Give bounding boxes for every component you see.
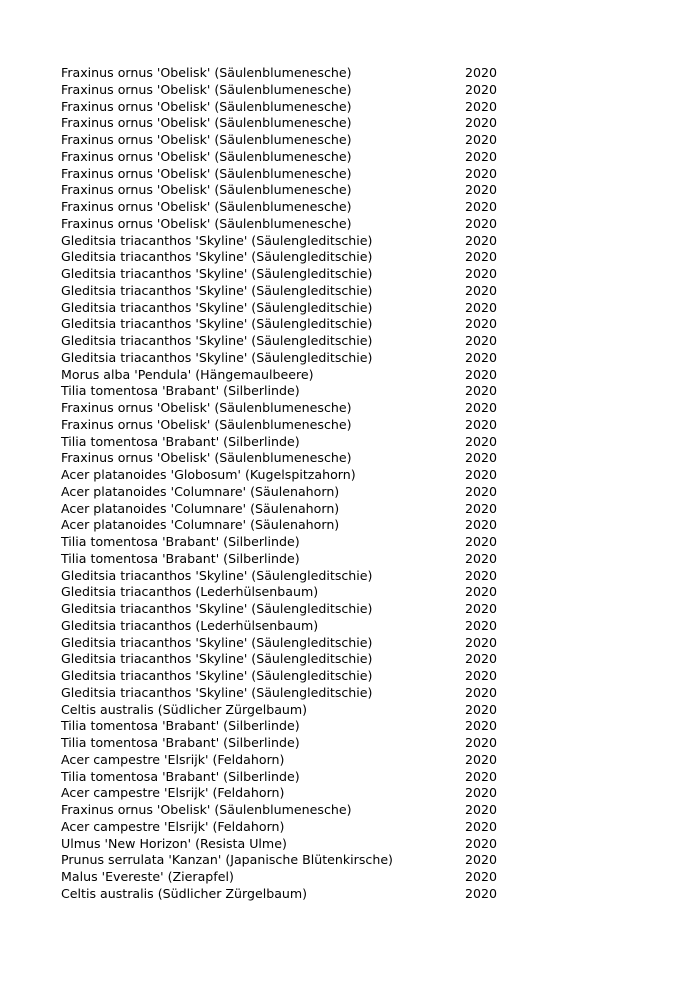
planting-year: 2020 — [465, 98, 498, 114]
planting-year: 2020 — [465, 215, 498, 231]
tree-name: Gleditsia triacanthos 'Skyline' (Säulengleditschie) — [61, 634, 373, 650]
planting-year: 2020 — [465, 182, 498, 198]
planting-year: 2020 — [465, 500, 498, 516]
planting-year: 2020 — [465, 333, 498, 348]
tree-name: Gleditsia triacanthos 'Skyline' (Säulengleditschie) — [61, 567, 373, 583]
list-item — [61, 115, 521, 132]
list-item — [61, 182, 521, 199]
planting-year: 2020 — [465, 735, 498, 750]
tree-name: Gleditsia triacanthos 'Skyline' (Säulengleditschie) — [61, 601, 373, 616]
planting-year: 2020 — [465, 433, 498, 449]
planting-year: 2020 — [465, 818, 498, 834]
planting-year: 2020 — [465, 617, 498, 633]
list-item — [61, 584, 521, 601]
list-item — [61, 300, 521, 317]
planting-year: 2020 — [465, 249, 498, 265]
tree-name: Acer platanoides 'Globosum' (Kugelspitzahorn) — [61, 467, 356, 482]
list-item — [61, 802, 521, 819]
tree-name: Fraxinus ornus 'Obelisk' (Säulenblumenesche) — [61, 400, 352, 415]
planting-year: 2020 — [465, 450, 498, 466]
list-item — [61, 266, 521, 283]
list-item — [61, 685, 521, 702]
planting-year: 2020 — [465, 885, 498, 901]
tree-name: Gleditsia triacanthos (Lederhülsenbaum) — [61, 584, 319, 600]
list-item — [61, 467, 521, 484]
tree-name: Acer campestre 'Elsrijk' (Feldahorn) — [61, 818, 285, 834]
planting-year: 2020 — [465, 634, 498, 650]
planting-year: 2020 — [465, 115, 498, 131]
planting-year: 2020 — [465, 299, 498, 315]
planting-year: 2020 — [465, 550, 498, 566]
tree-name: Acer campestre 'Elsrijk' (Feldahorn) — [61, 751, 285, 767]
tree-name: Gleditsia triacanthos 'Skyline' (Säulengleditschie) — [61, 299, 373, 315]
list-item — [61, 400, 521, 417]
tree-name: Acer campestre 'Elsrijk' (Feldahorn) — [61, 785, 285, 801]
list-item — [61, 450, 521, 467]
tree-name: Ulmus 'New Horizon' (Resista Ulme) — [61, 835, 287, 851]
tree-name: Gleditsia triacanthos 'Skyline' (Säulengleditschie) — [61, 316, 373, 332]
tree-name: Gleditsia triacanthos 'Skyline' (Säulengleditschie) — [61, 232, 373, 248]
list-item — [61, 367, 521, 384]
planting-year: 2020 — [465, 668, 498, 683]
tree-name: Fraxinus ornus 'Obelisk' (Säulenblumenesche) — [61, 98, 352, 114]
planting-year: 2020 — [465, 467, 498, 482]
tree-name: Fraxinus ornus 'Obelisk' (Säulenblumenesche) — [61, 182, 352, 198]
list-item — [61, 383, 521, 400]
planting-year: 2020 — [465, 651, 498, 667]
list-item — [61, 316, 521, 333]
tree-name: Celtis australis (Südlicher Zürgelbaum) — [61, 701, 308, 717]
planting-year: 2020 — [465, 416, 498, 432]
tree-name: Acer platanoides 'Columnare' (Säulenahorn) — [61, 500, 340, 516]
planting-year: 2020 — [465, 199, 498, 214]
planting-year: 2020 — [465, 349, 498, 365]
planting-year: 2020 — [465, 132, 498, 147]
tree-name: Gleditsia triacanthos 'Skyline' (Säulengleditschie) — [61, 282, 373, 298]
planting-year: 2020 — [465, 81, 498, 97]
tree-name: Fraxinus ornus 'Obelisk' (Säulenblumenesche) — [61, 416, 352, 432]
tree-name: Gleditsia triacanthos 'Skyline' (Säulengleditschie) — [61, 668, 373, 683]
list-item — [61, 534, 521, 551]
list-item — [61, 249, 521, 266]
planting-year: 2020 — [465, 584, 498, 600]
list-item — [61, 517, 521, 534]
planting-year: 2020 — [465, 835, 498, 851]
list-item — [61, 836, 521, 853]
planting-year: 2020 — [465, 852, 498, 868]
planting-year: 2020 — [465, 517, 498, 533]
list-item — [61, 651, 521, 668]
planting-year: 2020 — [465, 601, 498, 616]
planting-year: 2020 — [465, 148, 498, 164]
tree-list — [61, 65, 521, 903]
tree-name: Acer platanoides 'Columnare' (Säulenahorn) — [61, 483, 340, 499]
list-item — [61, 752, 521, 769]
planting-year: 2020 — [465, 869, 498, 884]
tree-name: Celtis australis (Südlicher Zürgelbaum) — [61, 885, 308, 901]
planting-year: 2020 — [465, 701, 498, 717]
tree-name: Fraxinus ornus 'Obelisk' (Säulenblumenesche) — [61, 802, 352, 817]
list-item — [61, 819, 521, 836]
planting-year: 2020 — [465, 768, 498, 784]
tree-name: Tilia tomentosa 'Brabant' (Silberlinde) — [61, 768, 300, 784]
tree-name: Fraxinus ornus 'Obelisk' (Säulenblumenesche) — [61, 65, 352, 80]
tree-name: Fraxinus ornus 'Obelisk' (Säulenblumenesche) — [61, 132, 352, 147]
list-item — [61, 333, 521, 350]
planting-year: 2020 — [465, 165, 498, 181]
list-item — [61, 601, 521, 618]
planting-year: 2020 — [465, 383, 498, 399]
list-item — [61, 852, 521, 869]
tree-name: Malus 'Evereste' (Zierapfel) — [61, 869, 234, 884]
list-item — [61, 166, 521, 183]
tree-name: Fraxinus ornus 'Obelisk' (Säulenblumenesche) — [61, 81, 352, 97]
tree-name: Gleditsia triacanthos 'Skyline' (Säulengleditschie) — [61, 266, 373, 281]
list-item — [61, 668, 521, 685]
tree-name: Tilia tomentosa 'Brabant' (Silberlinde) — [61, 550, 300, 566]
planting-year: 2020 — [465, 232, 498, 248]
tree-name: Tilia tomentosa 'Brabant' (Silberlinde) — [61, 718, 300, 734]
tree-name: Gleditsia triacanthos 'Skyline' (Säulengleditschie) — [61, 651, 373, 667]
list-item — [61, 718, 521, 735]
tree-name: Fraxinus ornus 'Obelisk' (Säulenblumenesche) — [61, 199, 352, 214]
list-item — [61, 199, 521, 216]
list-item — [61, 551, 521, 568]
tree-name: Gleditsia triacanthos (Lederhülsenbaum) — [61, 617, 319, 633]
list-item — [61, 785, 521, 802]
list-item — [61, 149, 521, 166]
list-item — [61, 635, 521, 652]
planting-year: 2020 — [465, 483, 498, 499]
tree-name: Tilia tomentosa 'Brabant' (Silberlinde) — [61, 433, 300, 449]
tree-name: Gleditsia triacanthos 'Skyline' (Säulengleditschie) — [61, 333, 373, 348]
list-item — [61, 417, 521, 434]
planting-year: 2020 — [465, 534, 498, 549]
tree-name: Tilia tomentosa 'Brabant' (Silberlinde) — [61, 735, 300, 750]
planting-year: 2020 — [465, 266, 498, 281]
planting-year: 2020 — [465, 684, 498, 700]
list-item — [61, 568, 521, 585]
list-item — [61, 769, 521, 786]
tree-name: Fraxinus ornus 'Obelisk' (Säulenblumenesche) — [61, 115, 352, 131]
planting-year: 2020 — [465, 785, 498, 801]
list-item — [61, 216, 521, 233]
list-item — [61, 484, 521, 501]
tree-name: Prunus serrulata 'Kanzan' (Japanische Blütenkirsche) — [61, 852, 393, 868]
tree-name: Gleditsia triacanthos 'Skyline' (Säulengleditschie) — [61, 684, 373, 700]
tree-name: Fraxinus ornus 'Obelisk' (Säulenblumenesche) — [61, 215, 352, 231]
list-item — [61, 501, 521, 518]
tree-name: Tilia tomentosa 'Brabant' (Silberlinde) — [61, 534, 300, 549]
list-item — [61, 283, 521, 300]
list-item — [61, 132, 521, 149]
list-item — [61, 618, 521, 635]
planting-year: 2020 — [465, 802, 498, 817]
list-item — [61, 65, 521, 82]
tree-name: Fraxinus ornus 'Obelisk' (Säulenblumenesche) — [61, 450, 352, 466]
planting-year: 2020 — [465, 282, 498, 298]
list-item — [61, 350, 521, 367]
planting-year: 2020 — [465, 366, 498, 382]
list-item — [61, 99, 521, 116]
list-item — [61, 233, 521, 250]
tree-name: Morus alba 'Pendula' (Hängemaulbeere) — [61, 366, 314, 382]
tree-name: Gleditsia triacanthos 'Skyline' (Säulengleditschie) — [61, 349, 373, 365]
tree-name: Tilia tomentosa 'Brabant' (Silberlinde) — [61, 383, 300, 399]
list-item — [61, 434, 521, 451]
list-item — [61, 869, 521, 886]
planting-year: 2020 — [465, 567, 498, 583]
tree-name: Fraxinus ornus 'Obelisk' (Säulenblumenesche) — [61, 165, 352, 181]
tree-name: Fraxinus ornus 'Obelisk' (Säulenblumenesche) — [61, 148, 352, 164]
planting-year: 2020 — [465, 65, 498, 80]
list-item — [61, 82, 521, 99]
planting-year: 2020 — [465, 718, 498, 734]
planting-year: 2020 — [465, 400, 498, 415]
planting-year: 2020 — [465, 316, 498, 332]
list-item — [61, 735, 521, 752]
list-item — [61, 702, 521, 719]
list-item — [61, 886, 521, 903]
tree-name: Acer platanoides 'Columnare' (Säulenahorn) — [61, 517, 340, 533]
tree-name: Gleditsia triacanthos 'Skyline' (Säulengleditschie) — [61, 249, 373, 265]
planting-year: 2020 — [465, 751, 498, 767]
